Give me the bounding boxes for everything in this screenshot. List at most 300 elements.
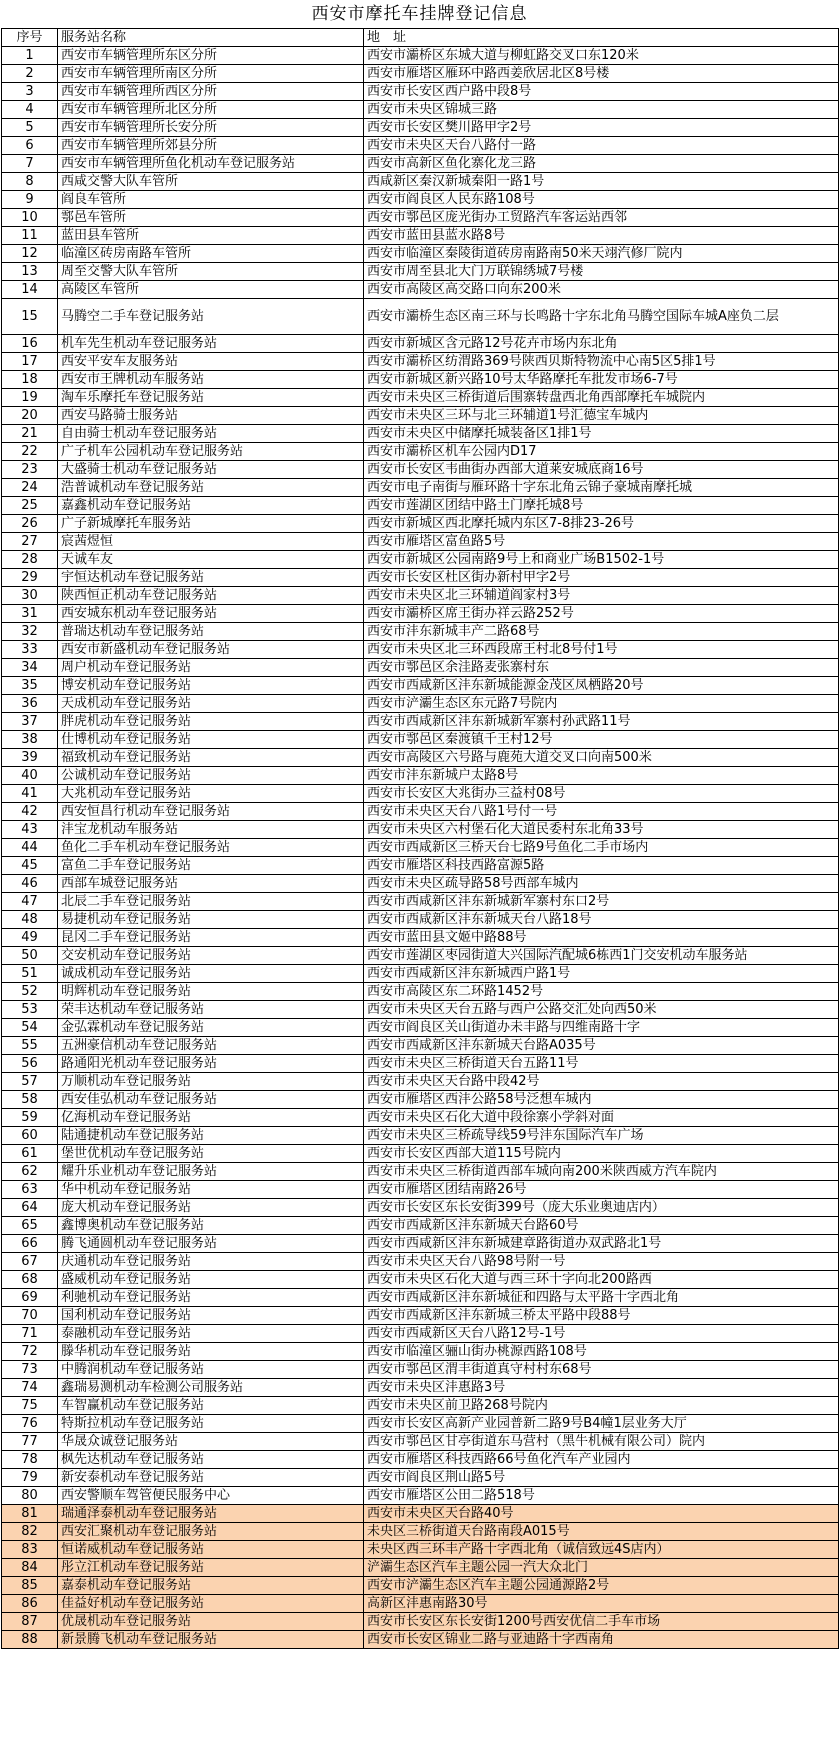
cell-addr[interactable]: 西安市未央区石化大道中段徐寨小学斜对面 <box>364 1109 839 1127</box>
cell-name[interactable]: 华晟众诚登记服务站 <box>58 1433 364 1451</box>
cell-addr[interactable]: 西安市未央区中储摩托城装备区1排1号 <box>364 425 839 443</box>
cell-no[interactable]: 87 <box>2 1613 58 1631</box>
cell-addr[interactable]: 西安市雁塔区团结南路26号 <box>364 1181 839 1199</box>
cell-addr[interactable]: 西安市雁塔区科技西路富源5路 <box>364 857 839 875</box>
cell-name[interactable]: 西安平安车友服务站 <box>58 353 364 371</box>
cell-name[interactable]: 临潼区砖房南路车管所 <box>58 245 364 263</box>
table-row <box>2 767 839 785</box>
table-row <box>2 1541 839 1559</box>
cell-no[interactable]: 64 <box>2 1199 58 1217</box>
cell-addr[interactable]: 西安市阎良区关山街道办未丰路与四维南路十字 <box>364 1019 839 1037</box>
cell-no[interactable]: 46 <box>2 875 58 893</box>
cell-name[interactable]: 高陵区车管所 <box>58 281 364 299</box>
cell-no[interactable]: 79 <box>2 1469 58 1487</box>
registration-table <box>1 28 839 1649</box>
cell-addr[interactable]: 西安市浐灞生态区汽车主题公园通源路2号 <box>364 1577 839 1595</box>
cell-no[interactable]: 74 <box>2 1379 58 1397</box>
cell-no[interactable]: 59 <box>2 1109 58 1127</box>
cell-addr[interactable]: 西安市鄠邑区秦渡镇千王村12号 <box>364 731 839 749</box>
table-row <box>2 839 839 857</box>
cell-addr[interactable]: 西安市西咸新区沣东新城建章路街道办双武路北1号 <box>364 1235 839 1253</box>
cell-name[interactable]: 国利机动车登记服务站 <box>58 1307 364 1325</box>
cell-name[interactable]: 西安市车辆管理所西区分所 <box>58 83 364 101</box>
cell-name[interactable]: 路通阳光机动车登记服务站 <box>58 1055 364 1073</box>
cell-no[interactable]: 69 <box>2 1289 58 1307</box>
cell-name[interactable]: 嘉泰机动车登记服务站 <box>58 1577 364 1595</box>
table-row <box>2 425 839 443</box>
table-row <box>2 1073 839 1091</box>
cell-addr[interactable]: 西安市鄠邑区余洼路麦张寨村东 <box>364 659 839 677</box>
cell-no[interactable]: 77 <box>2 1433 58 1451</box>
cell-addr[interactable]: 西安市未央区北三环西段席王村北8号付1号 <box>364 641 839 659</box>
cell-no[interactable]: 50 <box>2 947 58 965</box>
cell-no[interactable]: 51 <box>2 965 58 983</box>
cell-addr[interactable]: 西安市长安区西部大道115号院内 <box>364 1145 839 1163</box>
table-row <box>2 47 839 65</box>
cell-no[interactable]: 67 <box>2 1253 58 1271</box>
cell-name[interactable]: 佳益好机动车登记服务站 <box>58 1595 364 1613</box>
cell-addr[interactable]: 西安市电子南街与雁环路十字东北角云锦子豪城南摩托城 <box>364 479 839 497</box>
cell-addr[interactable]: 西安市灞桥生态区南三环与长鸣路十字东北角马腾空国际车城A座负二层 <box>364 299 839 335</box>
header-addr[interactable]: 地 址 <box>364 29 839 47</box>
cell-addr[interactable]: 西安市临潼区秦陵街道砖房南路南50米天翊汽修厂院内 <box>364 245 839 263</box>
cell-addr[interactable]: 西安市未央区三桥街道西部车城向南200米陕西威方汽车院内 <box>364 1163 839 1181</box>
cell-no[interactable]: 83 <box>2 1541 58 1559</box>
cell-no[interactable]: 28 <box>2 551 58 569</box>
cell-name[interactable]: 新安泰机动车登记服务站 <box>58 1469 364 1487</box>
cell-name[interactable]: 彤立江机动车登记服务站 <box>58 1559 364 1577</box>
cell-addr[interactable]: 西安市蓝田县蓝水路8号 <box>364 227 839 245</box>
cell-addr[interactable]: 西安市高陵区东二环路1452号 <box>364 983 839 1001</box>
cell-addr[interactable]: 西安市雁塔区西沣公路58号泛想车城内 <box>364 1091 839 1109</box>
cell-name[interactable]: 庞大机动车登记服务站 <box>58 1199 364 1217</box>
cell-no[interactable]: 13 <box>2 263 58 281</box>
cell-addr[interactable]: 西安市鄠邑区庞光街办工贸路汽车客运站西邻 <box>364 209 839 227</box>
cell-no[interactable]: 12 <box>2 245 58 263</box>
cell-no[interactable]: 10 <box>2 209 58 227</box>
cell-no[interactable]: 25 <box>2 497 58 515</box>
cell-name[interactable]: 周户机动车登记服务站 <box>58 659 364 677</box>
cell-addr[interactable]: 西安市灞桥区东城大道与柳虹路交叉口东120米 <box>364 47 839 65</box>
cell-addr[interactable]: 西安市未央区天台路40号 <box>364 1505 839 1523</box>
table-row <box>2 1127 839 1145</box>
cell-addr[interactable]: 西安市雁塔区雁环中路西姜欣居北区8号楼 <box>364 65 839 83</box>
cell-addr[interactable]: 西安市雁塔区公田二路518号 <box>364 1487 839 1505</box>
cell-addr[interactable]: 西安市西咸新区沣东新城新军寨村孙武路11号 <box>364 713 839 731</box>
cell-no[interactable]: 18 <box>2 371 58 389</box>
table-row <box>2 1289 839 1307</box>
cell-addr[interactable]: 西安市未央区疏导路58号西部车城内 <box>364 875 839 893</box>
cell-name[interactable]: 西安市车辆管理所长安分所 <box>58 119 364 137</box>
cell-addr[interactable]: 西安市未央区三桥疏导线59号沣东国际汽车广场 <box>364 1127 839 1145</box>
cell-name[interactable]: 西安恒昌行机动车登记服务站 <box>58 803 364 821</box>
cell-no[interactable]: 88 <box>2 1631 58 1649</box>
cell-name[interactable]: 西安城东机动车登记服务站 <box>58 605 364 623</box>
cell-addr[interactable]: 西安市长安区杜区街办新村甲字2号 <box>364 569 839 587</box>
cell-name[interactable]: 荣丰达机动车登记服务站 <box>58 1001 364 1019</box>
cell-name[interactable]: 盛威机动车登记服务站 <box>58 1271 364 1289</box>
cell-name[interactable]: 金弘霖机动车登记服务站 <box>58 1019 364 1037</box>
cell-name[interactable]: 特斯拉机动车登记服务站 <box>58 1415 364 1433</box>
cell-name[interactable]: 大盛骑士机动车登记服务站 <box>58 461 364 479</box>
cell-name[interactable]: 新景腾飞机动车登记服务站 <box>58 1631 364 1649</box>
cell-name[interactable]: 西安市新盛机动车登记服务站 <box>58 641 364 659</box>
cell-no[interactable]: 26 <box>2 515 58 533</box>
cell-addr[interactable]: 西安市长安区大兆街办三益村08号 <box>364 785 839 803</box>
cell-no[interactable]: 20 <box>2 407 58 425</box>
cell-name[interactable]: 优晟机动车登记服务站 <box>58 1613 364 1631</box>
cell-name[interactable]: 嘉鑫机动车登记服务站 <box>58 497 364 515</box>
table-row <box>2 1487 839 1505</box>
cell-no[interactable]: 71 <box>2 1325 58 1343</box>
cell-addr[interactable]: 西安市西咸新区沣东新城三桥太平路中段88号 <box>364 1307 839 1325</box>
cell-name[interactable]: 沣宝龙机动车服务站 <box>58 821 364 839</box>
cell-name[interactable]: 博安机动车登记服务站 <box>58 677 364 695</box>
cell-no[interactable]: 30 <box>2 587 58 605</box>
cell-no[interactable]: 14 <box>2 281 58 299</box>
cell-no[interactable]: 2 <box>2 65 58 83</box>
cell-addr[interactable]: 西安市未央区沣惠路3号 <box>364 1379 839 1397</box>
cell-no[interactable]: 43 <box>2 821 58 839</box>
cell-name[interactable]: 胖虎机动车登记服务站 <box>58 713 364 731</box>
cell-name[interactable]: 普瑞达机动车登记服务站 <box>58 623 364 641</box>
cell-name[interactable]: 昆冈二手车登记服务站 <box>58 929 364 947</box>
cell-no[interactable]: 38 <box>2 731 58 749</box>
table-row <box>2 83 839 101</box>
cell-no[interactable]: 19 <box>2 389 58 407</box>
cell-name[interactable]: 西安市车辆管理所北区分所 <box>58 101 364 119</box>
cell-no[interactable]: 70 <box>2 1307 58 1325</box>
cell-no[interactable]: 8 <box>2 173 58 191</box>
cell-name[interactable]: 宇恒达机动车登记服务站 <box>58 569 364 587</box>
table-row <box>2 1523 839 1541</box>
cell-addr[interactable]: 西安市沣东新城户太路8号 <box>364 767 839 785</box>
cell-addr[interactable]: 西安市临潼区骊山街办桃源西路108号 <box>364 1343 839 1361</box>
cell-no[interactable]: 55 <box>2 1037 58 1055</box>
cell-no[interactable]: 5 <box>2 119 58 137</box>
cell-name[interactable]: 广子新城摩托车服务站 <box>58 515 364 533</box>
cell-name[interactable]: 五洲豪信机动车登记服务站 <box>58 1037 364 1055</box>
cell-addr[interactable]: 西安市鄠邑区甘亭街道东马营村（黑牛机械有限公司）院内 <box>364 1433 839 1451</box>
cell-no[interactable]: 76 <box>2 1415 58 1433</box>
cell-addr[interactable]: 西安市未央区三环与北三环辅道1号汇德宝车城内 <box>364 407 839 425</box>
cell-no[interactable]: 48 <box>2 911 58 929</box>
cell-addr[interactable]: 西安市莲湖区枣园街道大兴国际汽配城6栋西1门交安机动车服务站 <box>364 947 839 965</box>
table-row <box>2 497 839 515</box>
cell-name[interactable]: 自由骑士机动车登记服务站 <box>58 425 364 443</box>
cell-name[interactable]: 大兆机动车登记服务站 <box>58 785 364 803</box>
cell-addr[interactable]: 西安市西咸新区沣东新城天台八路18号 <box>364 911 839 929</box>
cell-name[interactable]: 诚成机动车登记服务站 <box>58 965 364 983</box>
table-row <box>2 1307 839 1325</box>
cell-name[interactable]: 福致机动车登记服务站 <box>58 749 364 767</box>
cell-no[interactable]: 68 <box>2 1271 58 1289</box>
table-row <box>2 173 839 191</box>
cell-name[interactable]: 西安警顺车驾管便民服务中心 <box>58 1487 364 1505</box>
cell-no[interactable]: 75 <box>2 1397 58 1415</box>
cell-no[interactable]: 29 <box>2 569 58 587</box>
cell-name[interactable]: 华中机动车登记服务站 <box>58 1181 364 1199</box>
cell-name[interactable]: 鑫博奥机动车登记服务站 <box>58 1217 364 1235</box>
cell-name[interactable]: 中腾润机动车登记服务站 <box>58 1361 364 1379</box>
cell-addr[interactable]: 西安市未央区前卫路268号院内 <box>364 1397 839 1415</box>
cell-no[interactable]: 66 <box>2 1235 58 1253</box>
cell-no[interactable]: 62 <box>2 1163 58 1181</box>
cell-name[interactable]: 马腾空二手车登记服务站 <box>58 299 364 335</box>
cell-name[interactable]: 鱼化二手车机动车登记服务站 <box>58 839 364 857</box>
cell-no[interactable]: 85 <box>2 1577 58 1595</box>
cell-name[interactable]: 滕华机动车登记服务站 <box>58 1343 364 1361</box>
cell-name[interactable]: 周至交警大队车管所 <box>58 263 364 281</box>
cell-name[interactable]: 陆通捷机动车登记服务站 <box>58 1127 364 1145</box>
cell-name[interactable]: 瑞通泽泰机动车登记服务站 <box>58 1505 364 1523</box>
cell-addr[interactable]: 未央区三桥街道天台路南段A015号 <box>364 1523 839 1541</box>
cell-addr[interactable]: 西安市长安区樊川路甲字2号 <box>364 119 839 137</box>
cell-name[interactable]: 鑫瑞易测机动车检测公司服务站 <box>58 1379 364 1397</box>
cell-addr[interactable]: 高新区沣惠南路30号 <box>364 1595 839 1613</box>
table-row <box>2 911 839 929</box>
cell-addr[interactable]: 西安市未央区天台八路98号附一号 <box>364 1253 839 1271</box>
cell-addr[interactable]: 西安市长安区锦业二路与亚迪路十字西南角 <box>364 1631 839 1649</box>
cell-no[interactable]: 65 <box>2 1217 58 1235</box>
cell-addr[interactable]: 西安市未央区天台路中段42号 <box>364 1073 839 1091</box>
cell-addr[interactable]: 西安市未央区天台八路1号付一号 <box>364 803 839 821</box>
cell-addr[interactable]: 西安市西咸新区沣东新城天台路60号 <box>364 1217 839 1235</box>
cell-name[interactable]: 浩普诚机动车登记服务站 <box>58 479 364 497</box>
table-row <box>2 965 839 983</box>
cell-name[interactable]: 淘车乐摩托车登记服务站 <box>58 389 364 407</box>
cell-no[interactable]: 57 <box>2 1073 58 1091</box>
cell-no[interactable]: 63 <box>2 1181 58 1199</box>
cell-name[interactable]: 仕博机动车登记服务站 <box>58 731 364 749</box>
table-row <box>2 461 839 479</box>
table-row <box>2 1397 839 1415</box>
cell-no[interactable]: 60 <box>2 1127 58 1145</box>
cell-no[interactable]: 86 <box>2 1595 58 1613</box>
cell-addr[interactable]: 西安市高陵区六号路与鹿苑大道交叉口向南500米 <box>364 749 839 767</box>
cell-no[interactable]: 33 <box>2 641 58 659</box>
table-row <box>2 1145 839 1163</box>
cell-no[interactable]: 15 <box>2 299 58 335</box>
cell-addr[interactable]: 西安市未央区石化大道与西三环十字向北200路西 <box>364 1271 839 1289</box>
cell-name[interactable]: 庆通机动车登记服务站 <box>58 1253 364 1271</box>
cell-no[interactable]: 11 <box>2 227 58 245</box>
table-row <box>2 1181 839 1199</box>
cell-name[interactable]: 利驰机动车登记服务站 <box>58 1289 364 1307</box>
cell-no[interactable]: 22 <box>2 443 58 461</box>
cell-name[interactable]: 宸茜煜恒 <box>58 533 364 551</box>
table-row <box>2 101 839 119</box>
cell-no[interactable]: 9 <box>2 191 58 209</box>
cell-name[interactable]: 西安汇聚机动车登记服务站 <box>58 1523 364 1541</box>
cell-no[interactable]: 21 <box>2 425 58 443</box>
cell-addr[interactable]: 西安市西咸新区三桥天台七路9号鱼化二手市场内 <box>364 839 839 857</box>
cell-addr[interactable]: 西安市未央区锦城三路 <box>364 101 839 119</box>
cell-no[interactable]: 39 <box>2 749 58 767</box>
cell-no[interactable]: 41 <box>2 785 58 803</box>
cell-name[interactable]: 西部车城登记服务站 <box>58 875 364 893</box>
cell-addr[interactable]: 西安市雁塔区富鱼路5号 <box>364 533 839 551</box>
cell-name[interactable]: 西安市车辆管理所东区分所 <box>58 47 364 65</box>
cell-no[interactable]: 53 <box>2 1001 58 1019</box>
cell-addr[interactable]: 西安市周至县北大门万联锦绣城7号楼 <box>364 263 839 281</box>
cell-addr[interactable]: 西咸新区秦汉新城秦阳一路1号 <box>364 173 839 191</box>
cell-addr[interactable]: 西安市长安区西户路中段8号 <box>364 83 839 101</box>
cell-addr[interactable]: 西安市未央区天台八路付一路 <box>364 137 839 155</box>
cell-name[interactable]: 腾飞通圆机动车登记服务站 <box>58 1235 364 1253</box>
cell-no[interactable]: 73 <box>2 1361 58 1379</box>
cell-addr[interactable]: 西安市莲湖区团结中路土门摩托城8号 <box>364 497 839 515</box>
cell-name[interactable]: 亿海机动车登记服务站 <box>58 1109 364 1127</box>
cell-addr[interactable]: 西安市雁塔区科技西路66号鱼化汽车产业园内 <box>364 1451 839 1469</box>
table-row <box>2 1253 839 1271</box>
cell-no[interactable]: 17 <box>2 353 58 371</box>
cell-addr[interactable]: 西安市灞桥区席王街办祥云路252号 <box>364 605 839 623</box>
cell-name[interactable]: 枫先达机动车登记服务站 <box>58 1451 364 1469</box>
cell-name[interactable]: 鄠邑车管所 <box>58 209 364 227</box>
cell-name[interactable]: 西咸交警大队车管所 <box>58 173 364 191</box>
cell-addr[interactable]: 未央区西三环丰产路十字西北角（诚信致远4S店内） <box>364 1541 839 1559</box>
cell-addr[interactable]: 西安市灞桥区纺渭路369号陕西贝斯特物流中心南5区5排1号 <box>364 353 839 371</box>
cell-no[interactable]: 32 <box>2 623 58 641</box>
cell-addr[interactable]: 西安市沣东新城丰产二路68号 <box>364 623 839 641</box>
cell-addr[interactable]: 西安市未央区六村堡石化大道民委村东北角33号 <box>364 821 839 839</box>
cell-name[interactable]: 富鱼二手车登记服务站 <box>58 857 364 875</box>
cell-addr[interactable]: 西安市浐灞生态区东元路7号院内 <box>364 695 839 713</box>
cell-no[interactable]: 45 <box>2 857 58 875</box>
cell-addr[interactable]: 西安市阎良区荆山路5号 <box>364 1469 839 1487</box>
cell-no[interactable]: 72 <box>2 1343 58 1361</box>
cell-no[interactable]: 80 <box>2 1487 58 1505</box>
cell-addr[interactable]: 西安市未央区三桥街道天台五路11号 <box>364 1055 839 1073</box>
cell-addr[interactable]: 西安市未央区天台五路与西户公路交汇处向西50米 <box>364 1001 839 1019</box>
cell-addr[interactable]: 西安市长安区韦曲街办西部大道莱安城底商16号 <box>364 461 839 479</box>
table-row <box>2 929 839 947</box>
cell-name[interactable]: 泰融机动车登记服务站 <box>58 1325 364 1343</box>
cell-addr[interactable]: 西安市长安区高新产业园普新二路9号B4幢1层业务大厅 <box>364 1415 839 1433</box>
cell-no[interactable]: 82 <box>2 1523 58 1541</box>
cell-name[interactable]: 北辰二手车登记服务站 <box>58 893 364 911</box>
cell-name[interactable]: 堡世优机动车登记服务站 <box>58 1145 364 1163</box>
cell-no[interactable]: 3 <box>2 83 58 101</box>
table-row <box>2 533 839 551</box>
cell-name[interactable]: 西安市车辆管理所郊县分所 <box>58 137 364 155</box>
cell-no[interactable]: 35 <box>2 677 58 695</box>
table-row <box>2 191 839 209</box>
cell-no[interactable]: 61 <box>2 1145 58 1163</box>
table-row <box>2 1361 839 1379</box>
cell-name[interactable]: 西安市车辆管理所鱼化机动车登记服务站 <box>58 155 364 173</box>
cell-no[interactable]: 54 <box>2 1019 58 1037</box>
cell-name[interactable]: 恒诺威机动车登记服务站 <box>58 1541 364 1559</box>
cell-addr[interactable]: 西安市新城区含元路12号花卉市场内东北角 <box>364 335 839 353</box>
table-row <box>2 821 839 839</box>
cell-no[interactable]: 27 <box>2 533 58 551</box>
cell-name[interactable]: 天成机动车登记服务站 <box>58 695 364 713</box>
cell-no[interactable]: 34 <box>2 659 58 677</box>
cell-name[interactable]: 西安市王牌机动车服务站 <box>58 371 364 389</box>
cell-name[interactable]: 西安市车辆管理所南区分所 <box>58 65 364 83</box>
cell-addr[interactable]: 西安市西咸新区沣东新城新军寨村东口2号 <box>364 893 839 911</box>
cell-no[interactable]: 47 <box>2 893 58 911</box>
cell-name[interactable]: 西安佳弘机动车登记服务站 <box>58 1091 364 1109</box>
cell-addr[interactable]: 浐灞生态区汽车主题公园一汽大众北门 <box>364 1559 839 1577</box>
table-row <box>2 1505 839 1523</box>
cell-no[interactable]: 36 <box>2 695 58 713</box>
cell-addr[interactable]: 西安市西咸新区沣东新城西户路1号 <box>364 965 839 983</box>
cell-addr[interactable]: 西安市西咸新区沣东新城征和四路与太平路十字西北角 <box>364 1289 839 1307</box>
header-no[interactable]: 序号 <box>2 29 58 47</box>
cell-no[interactable]: 81 <box>2 1505 58 1523</box>
cell-addr[interactable]: 西安市西咸新区沣东新城能源金茂区凤栖路20号 <box>364 677 839 695</box>
cell-name[interactable]: 交安机动车登记服务站 <box>58 947 364 965</box>
cell-name[interactable]: 公诚机动车登记服务站 <box>58 767 364 785</box>
cell-name[interactable]: 阎良车管所 <box>58 191 364 209</box>
cell-no[interactable]: 58 <box>2 1091 58 1109</box>
cell-no[interactable]: 44 <box>2 839 58 857</box>
cell-no[interactable]: 52 <box>2 983 58 1001</box>
cell-addr[interactable]: 西安市高新区鱼化寨化龙三路 <box>364 155 839 173</box>
cell-name[interactable]: 车智赢机动车登记服务站 <box>58 1397 364 1415</box>
cell-addr[interactable]: 西安市阎良区人民东路108号 <box>364 191 839 209</box>
table-row <box>2 875 839 893</box>
cell-no[interactable]: 23 <box>2 461 58 479</box>
table-row <box>2 785 839 803</box>
cell-name[interactable]: 易捷机动车登记服务站 <box>58 911 364 929</box>
cell-no[interactable]: 56 <box>2 1055 58 1073</box>
cell-name[interactable]: 机车先生机动车登记服务站 <box>58 335 364 353</box>
cell-no[interactable]: 78 <box>2 1451 58 1469</box>
cell-no[interactable]: 84 <box>2 1559 58 1577</box>
cell-no[interactable]: 31 <box>2 605 58 623</box>
cell-name[interactable]: 蓝田县车管所 <box>58 227 364 245</box>
cell-name[interactable]: 西安马路骑士服务站 <box>58 407 364 425</box>
cell-addr[interactable]: 西安市灞桥区机车公园内D17 <box>364 443 839 461</box>
cell-addr[interactable]: 西安市长安区东长安街1200号西安优信二手车市场 <box>364 1613 839 1631</box>
cell-addr[interactable]: 西安市西咸新区沣东新城天台路A035号 <box>364 1037 839 1055</box>
cell-addr[interactable]: 西安市西咸新区天台八路12号-1号 <box>364 1325 839 1343</box>
cell-no[interactable]: 7 <box>2 155 58 173</box>
cell-no[interactable]: 24 <box>2 479 58 497</box>
cell-no[interactable]: 16 <box>2 335 58 353</box>
cell-name[interactable]: 耀升乐业机动车登记服务站 <box>58 1163 364 1181</box>
cell-addr[interactable]: 西安市新城区新兴路10号太华路摩托车批发市场6-7号 <box>364 371 839 389</box>
cell-no[interactable]: 37 <box>2 713 58 731</box>
cell-no[interactable]: 6 <box>2 137 58 155</box>
cell-addr[interactable]: 西安市未央区三桥街道后围寨转盘西北角西部摩托车城院内 <box>364 389 839 407</box>
cell-name[interactable]: 广子机车公园机动车登记服务站 <box>58 443 364 461</box>
cell-name[interactable]: 陕西恒正机动车登记服务站 <box>58 587 364 605</box>
cell-addr[interactable]: 西安市长安区东长安街399号（庞大乐业奥迪店内） <box>364 1199 839 1217</box>
cell-name[interactable]: 明辉机动车登记服务站 <box>58 983 364 1001</box>
header-name[interactable]: 服务站名称 <box>58 29 364 47</box>
cell-name[interactable]: 万顺机动车登记服务站 <box>58 1073 364 1091</box>
cell-no[interactable]: 49 <box>2 929 58 947</box>
cell-no[interactable]: 40 <box>2 767 58 785</box>
cell-addr[interactable]: 西安市未央区北三环辅道阎家村3号 <box>364 587 839 605</box>
cell-addr[interactable]: 西安市鄠邑区渭丰街道真守村村东68号 <box>364 1361 839 1379</box>
cell-addr[interactable]: 西安市蓝田县文姬中路88号 <box>364 929 839 947</box>
cell-addr[interactable]: 西安市新城区西北摩托城内东区7-8排23-26号 <box>364 515 839 533</box>
table-row <box>2 1559 839 1577</box>
cell-name[interactable]: 天诚车友 <box>58 551 364 569</box>
cell-no[interactable]: 4 <box>2 101 58 119</box>
sheet-title: 西安市摩托车挂牌登记信息 <box>311 4 528 24</box>
cell-addr[interactable]: 西安市高陵区高交路口向东200米 <box>364 281 839 299</box>
cell-no[interactable]: 1 <box>2 47 58 65</box>
cell-addr[interactable]: 西安市新城区公园南路9号上和商业广场B1502-1号 <box>364 551 839 569</box>
cell-no[interactable]: 42 <box>2 803 58 821</box>
